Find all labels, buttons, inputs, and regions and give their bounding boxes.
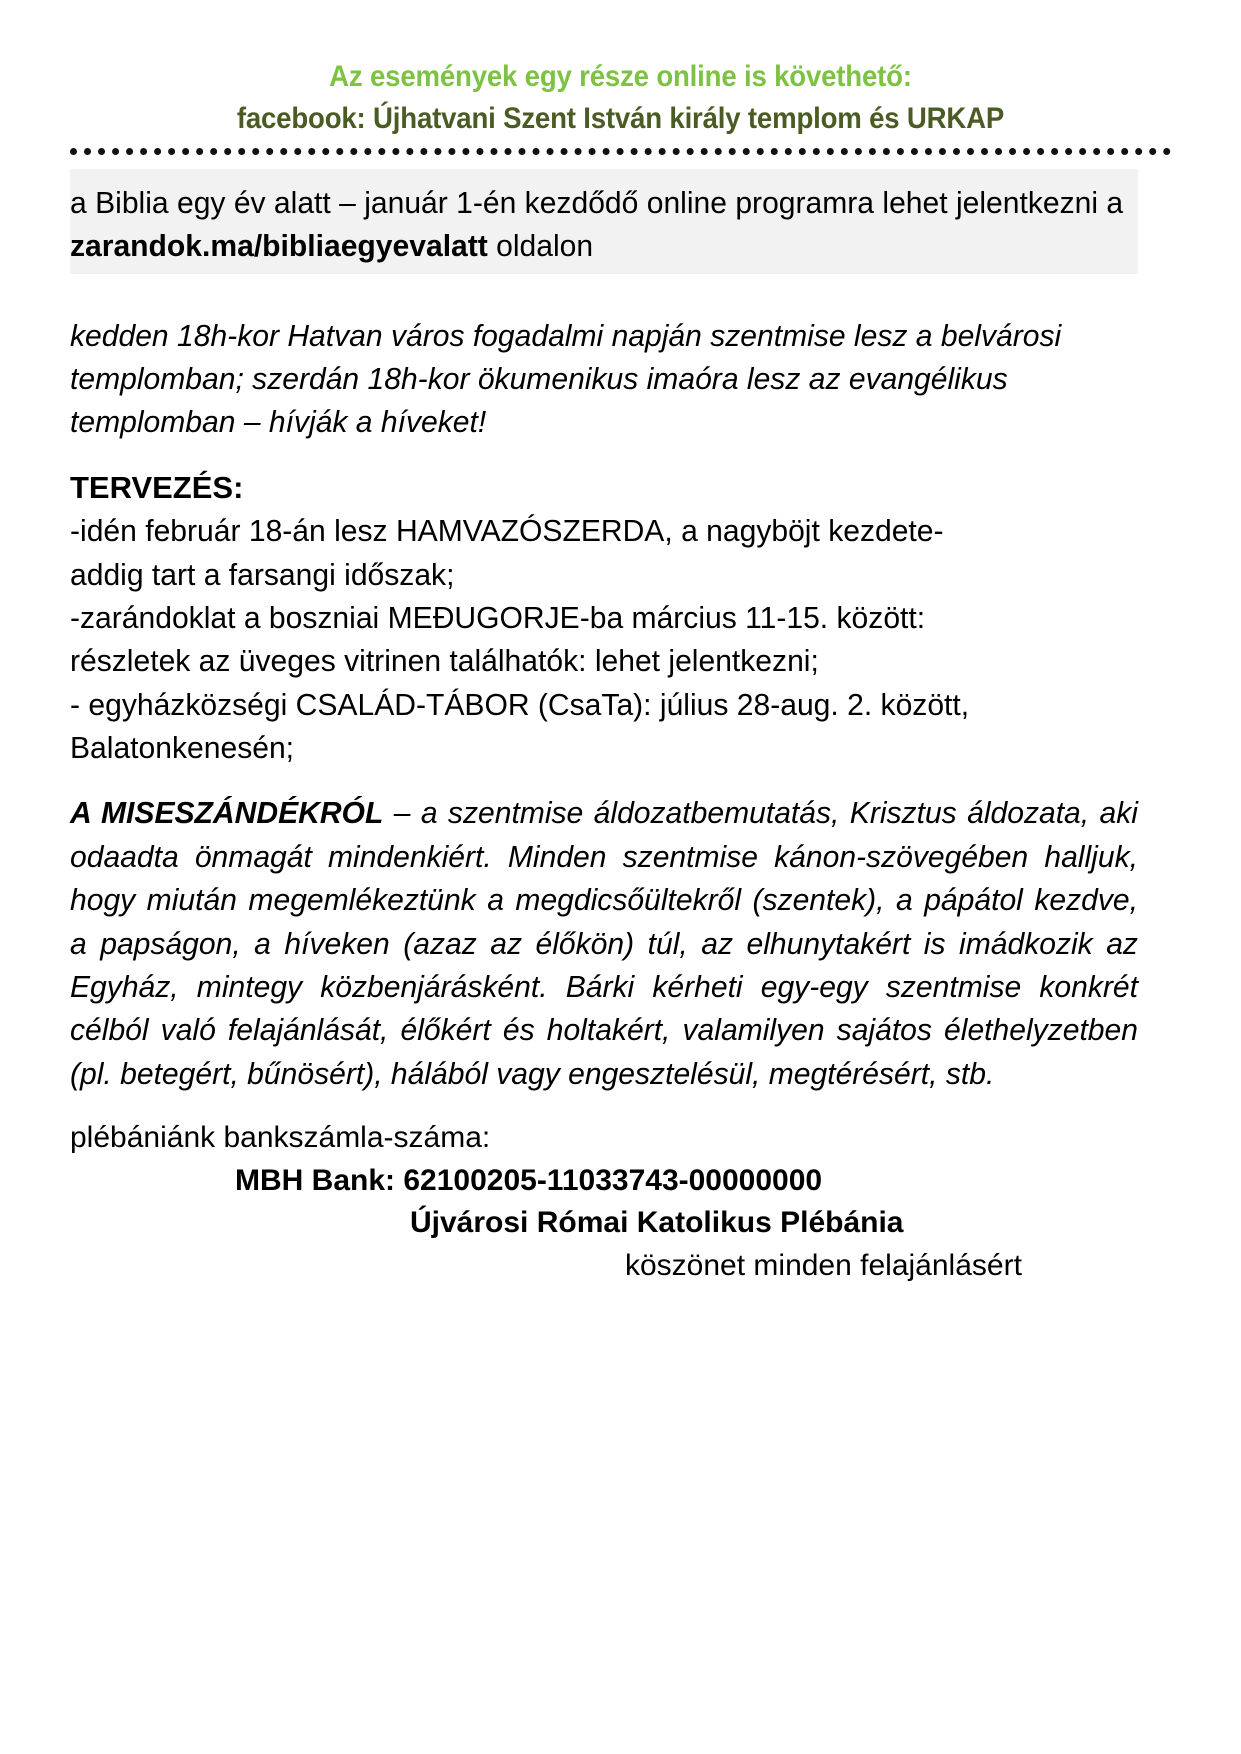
bible-program-paragraph — [70, 169, 1138, 274]
planning-item-2-line-1: -zarándoklat a boszniai MEĐUGORJE-ba március 11-15. között: — [70, 599, 926, 635]
planning-item-3 — [70, 683, 1138, 770]
spacer — [70, 444, 1171, 466]
bible-program-text-before: a Biblia egy év alatt – január 1-én kezdődő online programra lehet jelentkezni a — [70, 184, 1124, 220]
bible-program-link[interactable]: zarandok.ma/bibliaegyevalatt — [70, 228, 488, 264]
planning-heading: TERVEZÉS: — [70, 469, 244, 505]
body-area — [70, 163, 1171, 1288]
header-facebook-page: facebook: Újhatvani Szent István király templom és URKAP — [236, 102, 1005, 136]
planning-item-1 — [70, 509, 1138, 596]
thanks-note: köszönet minden felajánlásért — [625, 1248, 1022, 1282]
planning-item-3-line-2: Balatonkenesén; — [70, 730, 295, 766]
planning-item-1-line-2: addig tart a farsangi időszak; — [70, 556, 455, 592]
planning-item-1-line-1: -idén február 18-án lesz HAMVAZÓSZERDA, a nagyböjt kezdete- — [70, 513, 944, 549]
planning-item-3-line-1: - egyházközségi CSALÁD-TÁBOR (CsaTa): július 28-aug. 2. között, — [70, 686, 970, 722]
spacer — [70, 274, 1171, 314]
spacer — [70, 1095, 1171, 1117]
intentions-heading: A MISESZÁNDÉKRÓL — [70, 795, 384, 831]
dotted-divider — [70, 148, 1171, 163]
parish-name: Újvárosi Római Katolikus Plébánia — [410, 1206, 904, 1240]
bank-account-number: MBH Bank: 62100205-11033743-00000000 — [235, 1163, 823, 1197]
intentions-paragraph — [70, 791, 1138, 1095]
bank-account-label: plébániánk bankszámla-száma: — [70, 1121, 491, 1155]
planning-item-2-line-2: részletek az üveges vitrinen találhatók: lehet jelentkezni; — [70, 643, 819, 679]
bible-program-text-after: oldalon — [487, 228, 594, 264]
header-block — [70, 0, 1171, 139]
mass-schedule-paragraph: kedden 18h-kor Hatvan város fogadalmi napján szentmise lesz a belvárosi templomban; szerdán 18h-kor ökumenikus imaóra lesz az evangélikus templomban – hívják a híveket! — [70, 317, 1062, 440]
intentions-body: – a szentmise áldozatbemutatás, Krisztus áldozata, aki odaadta önmagát mindenkiért. Minden szentmise kánon-szövegében halljuk, hogy miután megemlékeztünk a megdicsőültekről (szentek), a pápátol kezdve, a papságon, a híveken (azaz az élőkön) túl, az elhunytakért is imádkozik az Egyház, mintegy közbenjárásként. Bárki kérheti egy-egy szentmise konkrét célból való felajánlását, élőkért és holtakért, valamilyen sajátos élethelyzetben (pl. betegért, bűnösért), hálából vagy engesztelésül, megtérésért, stb. — [70, 795, 1138, 1091]
planning-item-2 — [70, 596, 1138, 683]
spacer — [70, 769, 1171, 791]
header-online-notice: Az események egy része online is követhető: — [329, 60, 912, 93]
